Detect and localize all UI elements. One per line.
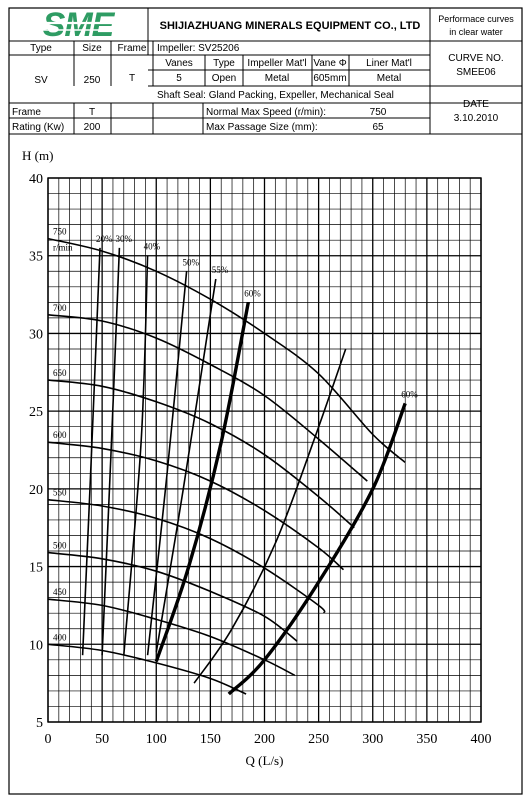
max-speed-value: 750	[369, 107, 387, 118]
x-tick-label: 350	[416, 732, 438, 747]
speed-unit-label: r/min	[53, 242, 73, 253]
head-curve-label: 450	[53, 587, 67, 598]
y-tick-label: 10	[29, 638, 43, 654]
x-axis-title: Q (L/s)	[245, 753, 284, 768]
efficiency-curve-60pct-6	[229, 403, 405, 694]
head-curve-label: 650	[53, 368, 67, 379]
frame-rating-kw: 200	[83, 122, 101, 133]
y-axis-title: H (m)	[22, 148, 54, 163]
pump-performance-chart	[22, 148, 492, 768]
efficiency-curve-label: 30%	[115, 233, 132, 244]
efficiency-curve-55pct-4	[156, 279, 216, 652]
x-tick-label: 100	[145, 732, 167, 747]
head-curve-label: 550	[53, 487, 67, 498]
shaft-seal-text: Shaft Seal: Gland Packing, Expeller, Mechanical Seal	[157, 90, 394, 101]
frame-rating-frame: T	[88, 107, 96, 118]
y-tick-label: 40	[29, 172, 43, 187]
size-value: 250	[83, 75, 101, 86]
date-value: 3.10.2010	[453, 113, 499, 124]
head-curve-label: 500	[53, 540, 67, 551]
note-line-2: in clear water	[449, 27, 503, 37]
head-curve-label: 400	[53, 632, 67, 643]
efficiency-curve-label: 20%	[95, 233, 113, 244]
max-passage-value: 65	[372, 122, 384, 133]
liner-material-label: Liner Mat'l	[366, 58, 412, 69]
y-tick-label: 35	[29, 249, 43, 265]
curve-no-value: SMEE06	[456, 67, 496, 78]
vanes-label: Vanes	[165, 58, 193, 69]
y-tick-label: 15	[29, 560, 43, 576]
max-speed-label: Normal Max Speed (r/min):	[206, 107, 327, 118]
logo-text: SME	[42, 6, 114, 44]
y-tick-label: 25	[29, 405, 43, 421]
head-curve-600-rpm	[48, 442, 344, 570]
x-tick-label: 0	[44, 732, 52, 747]
note-line-1: Performace curves	[438, 14, 514, 24]
sme-logo	[22, 6, 134, 44]
efficiency-curve-60pct-5	[156, 302, 248, 661]
x-tick-label: 250	[308, 732, 330, 747]
frame-value: T	[128, 73, 136, 84]
y-tick-label: 30	[29, 327, 43, 343]
head-curve-label: 600	[53, 430, 67, 441]
frame-rating-label-2: Rating (Kw)	[12, 122, 65, 133]
x-tick-label: 200	[254, 732, 275, 747]
frame-label: Frame	[117, 43, 147, 54]
liner-material-value: Metal	[376, 73, 402, 84]
axis-tick-labels	[29, 172, 492, 747]
impeller-text: Impeller: SV25206	[157, 43, 240, 54]
x-tick-label: 400	[470, 732, 492, 747]
company-name: SHIJIAZHUANG MINERALS EQUIPMENT CO., LTD	[159, 20, 421, 32]
impeller-material-label: Impeller Mat'l	[247, 58, 307, 69]
type-label: Type	[30, 43, 52, 54]
efficiency-curve-label: 60%	[401, 389, 418, 400]
curve-no-label: CURVE NO.	[448, 53, 504, 64]
impeller-material-value: Metal	[264, 73, 290, 84]
head-curve-label: 700	[53, 302, 67, 313]
x-tick-label: 150	[199, 732, 221, 747]
x-tick-label: 50	[95, 732, 110, 747]
efficiency-curve-label: 60%	[244, 288, 261, 299]
max-passage-label: Max Passage Size (mm):	[206, 122, 318, 133]
vane-diameter-value: 605mm	[313, 73, 347, 84]
y-tick-label: 20	[29, 482, 43, 498]
efficiency-curve-label: 55%	[211, 265, 229, 276]
impeller-type-label: Type	[213, 58, 235, 69]
impeller-type-value: Open	[211, 73, 237, 84]
y-tick-label: 5	[36, 716, 43, 731]
efficiency-curve-label: 40%	[143, 241, 161, 252]
date-label: DATE	[463, 99, 489, 110]
size-label: Size	[82, 43, 102, 54]
vane-diameter-label: Vane Φ	[313, 58, 347, 69]
type-value: SV	[34, 75, 48, 86]
head-curve-label: 750	[53, 226, 67, 237]
vanes-value: 5	[176, 73, 182, 84]
efficiency-curve-label: 50%	[182, 257, 200, 268]
x-tick-label: 300	[362, 732, 384, 747]
frame-rating-label-1: Frame	[12, 107, 41, 118]
